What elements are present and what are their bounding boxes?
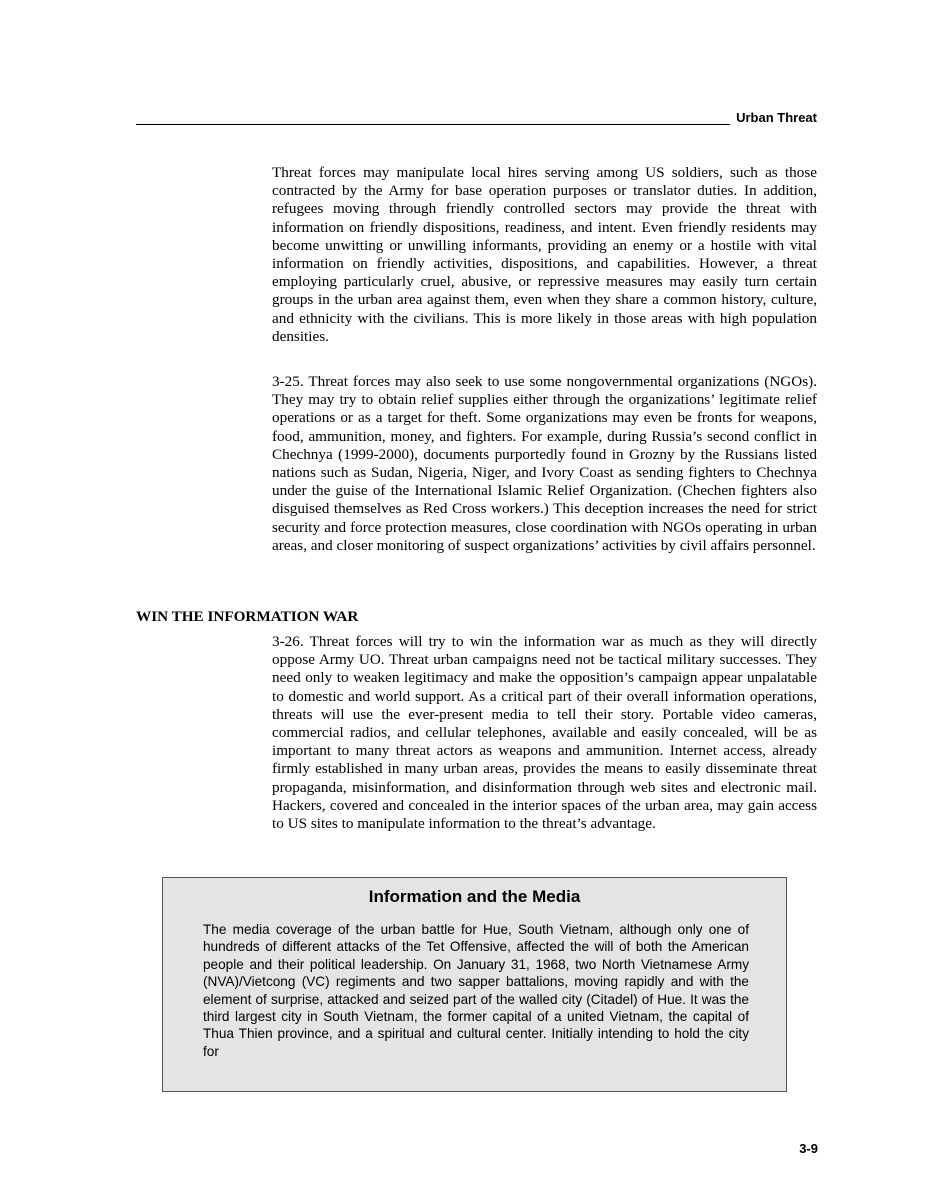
sidebar-text: The media coverage of the urban battle for Hue, South Vietnam, although only one of hundreds of different attacks of the Tet Offensive, affected the will of both the American people and their political leadership. On January 31, 1968, two North Vietnamese Army (NVA)/Vietcong (VC) regiments and two sapper battalions, moving rapidly and with the element of surprise, attacked and seized part of the walled city (Citadel) of Hue. It was the third largest city in South Vietnam, the former capital of a united Vietnam, the capital of Thua Thien province, and a spiritual and cultural center. Initially intending to hold the city for (203, 922, 749, 1059)
paragraph-threat-local-hires: Threat forces may manipulate local hires serving among US soldiers, such as those contracted by the Army for base operation purposes or translator duties. In addition, refugees moving through friendly controlled sectors may provide the threat with information on friendly dispositions, readiness, and intent. Even friendly residents may become unwitting or unwilling informants, providing an enemy or a hostile with vital information on friendly activities, dispositions, and capabilities. However, a threat employing particularly cruel, abusive, or repressive measures may easily turn certain groups in the urban area against them, even when they share a common history, culture, and ethnicity with the civilians. This is more likely in those areas with high population densities. (272, 164, 817, 345)
sidebar-title: Information and the Media (368, 887, 581, 906)
header-rule (136, 124, 730, 125)
section-heading: WIN THE INFORMATION WAR (136, 608, 359, 625)
paragraph-3-25-ngos: 3-25. Threat forces may also seek to use some nongovernmental organizations (NGOs). They may try to obtain relief supplies either through the organizations’ legitimate relief operations or as a target for theft. Some organizations may even be fronts for weapons, food, ammunition, money, and fighters. For example, during Russia’s second conflict in Chechnya (1999-2000), documents purportedly found in Grozny by the Russians listed nations such as Sudan, Nigeria, Niger, and Ivory Coast as sending fighters to Chechnya under the guise of the International Islamic Relief Organization. (Chechen fighters also disguised themselves as Red Cross workers.) This deception increases the need for strict security and force protection measures, close coordination with NGOs operating in urban areas, and closer monitoring of suspect organizations’ activities by civil affairs personnel. (272, 373, 817, 554)
running-header-title: Urban Threat (736, 110, 817, 125)
page-number: 3-9 (799, 1141, 818, 1156)
paragraph-3-26-information-war: 3-26. Threat forces will try to win the information war as much as they will directly oppose Army UO. Threat urban campaigns need not be tactical military successes. They need only to weaken legitimacy and make the opposition’s campaign appear unpalatable to domestic and world support. As a critical part of their overall information operations, threats will use the ever-present media to tell their story. Portable video cameras, commercial radios, and cellular telephones, available and easily concealed, will be as important to many threat actors as weapons and ammunition. Internet access, already firmly established in many urban areas, provides the means to easily disseminate threat propaganda, misinformation, and disinformation through web sites and electronic mail. Hackers, covered and concealed in the interior spaces of the urban area, may gain access to US sites to manipulate information to the threat’s advantage. (272, 633, 817, 833)
sidebar-box (162, 877, 787, 1092)
